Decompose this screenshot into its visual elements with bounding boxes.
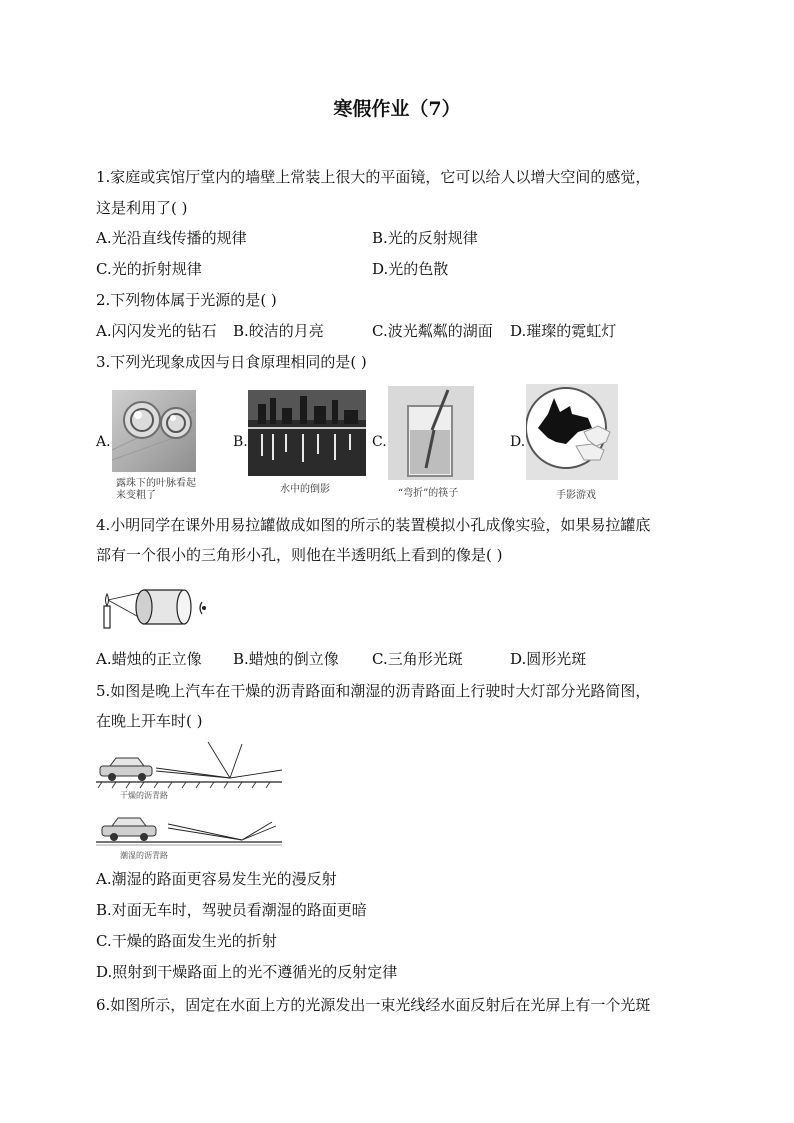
q3-figure-a-label: A. bbox=[96, 434, 111, 450]
q1-stem-line1: 1.家庭或宾馆厅堂内的墙壁上常装上很大的平面镜，它可以给人以增大空间的感觉， bbox=[96, 168, 651, 186]
q1-option-d: D.光的色散 bbox=[372, 260, 449, 278]
q2-option-a: A.闪闪发光的钻石 bbox=[96, 322, 217, 340]
q4-stem-line1: 4.小明同学在课外用易拉罐做成如图的所示的装置模拟小孔成像实验，如果易拉罐底 bbox=[96, 516, 651, 534]
q3-figure-d-label: D. bbox=[510, 434, 526, 450]
q1-stem-line2: 这是利用了( ) bbox=[96, 199, 188, 217]
q3-figure-d-hand-shadow-image bbox=[526, 384, 618, 480]
q4-option-d: D.圆形光斑 bbox=[510, 650, 587, 668]
q5-wet-road-caption: 潮湿的沥青路 bbox=[120, 851, 168, 860]
q2-option-c: C.波光粼粼的湖面 bbox=[372, 322, 493, 340]
q3-figure-c-chopstick-glass-image bbox=[388, 386, 474, 480]
q3-caption-a-line2: 来变粗了 bbox=[116, 490, 156, 501]
q5-wet-road-diagram bbox=[96, 812, 282, 848]
q2-stem: 2.下列物体属于光源的是( ) bbox=[96, 291, 277, 309]
q3-figure-b-label: B. bbox=[233, 434, 248, 450]
q3-caption-c: “弯折”的筷子 bbox=[398, 488, 459, 499]
q5-option-b: B.对面无车时，驾驶员看潮湿的路面更暗 bbox=[96, 901, 367, 919]
q5-option-d: D.照射到干燥路面上的光不遵循光的反射定律 bbox=[96, 963, 398, 981]
q4-pinhole-can-diagram bbox=[100, 584, 212, 634]
page-title: 寒假作业（7） bbox=[333, 98, 461, 120]
q3-figure-c-label: C. bbox=[372, 434, 387, 450]
q1-option-a: A.光沿直线传播的规律 bbox=[96, 229, 247, 247]
q3-caption-a-line1: 露珠下的叶脉看起 bbox=[116, 478, 196, 489]
q3-caption-d: 手影游戏 bbox=[556, 490, 596, 501]
q3-figure-b-reflection-image bbox=[248, 390, 366, 476]
q5-option-a: A.潮湿的路面更容易发生光的漫反射 bbox=[96, 870, 337, 888]
q2-option-b: B.皎洁的月亮 bbox=[233, 322, 324, 340]
q3-caption-b: 水中的倒影 bbox=[280, 484, 330, 495]
q4-option-b: B.蜡烛的倒立像 bbox=[233, 650, 339, 668]
q3-stem: 3.下列光现象成因与日食原理相同的是( ) bbox=[96, 353, 367, 371]
q3-figure-a-dew-drops-image bbox=[112, 390, 196, 472]
q5-stem-line1: 5.如图是晚上汽车在干燥的沥青路面和潮湿的沥青路面上行驶时大灯部分光路简图， bbox=[96, 682, 651, 700]
q5-dry-road-caption: 干燥的沥青路 bbox=[120, 791, 168, 800]
q4-option-a: A.蜡烛的正立像 bbox=[96, 650, 202, 668]
q6-stem-line1: 6.如图所示，固定在水面上方的光源发出一束光线经水面反射后在光屏上有一个光斑 bbox=[96, 996, 651, 1014]
q4-stem-line2: 部有一个很小的三角形小孔，则他在半透明纸上看到的像是( ) bbox=[96, 546, 503, 564]
q5-dry-road-diagram bbox=[96, 740, 282, 790]
q5-stem-line2: 在晚上开车时( ) bbox=[96, 712, 203, 730]
q1-option-b: B.光的反射规律 bbox=[372, 229, 478, 247]
q1-option-c: C.光的折射规律 bbox=[96, 260, 202, 278]
q4-option-c: C.三角形光斑 bbox=[372, 650, 463, 668]
q2-option-d: D.璀璨的霓虹灯 bbox=[510, 322, 617, 340]
q5-option-c: C.干燥的路面发生光的折射 bbox=[96, 932, 277, 950]
